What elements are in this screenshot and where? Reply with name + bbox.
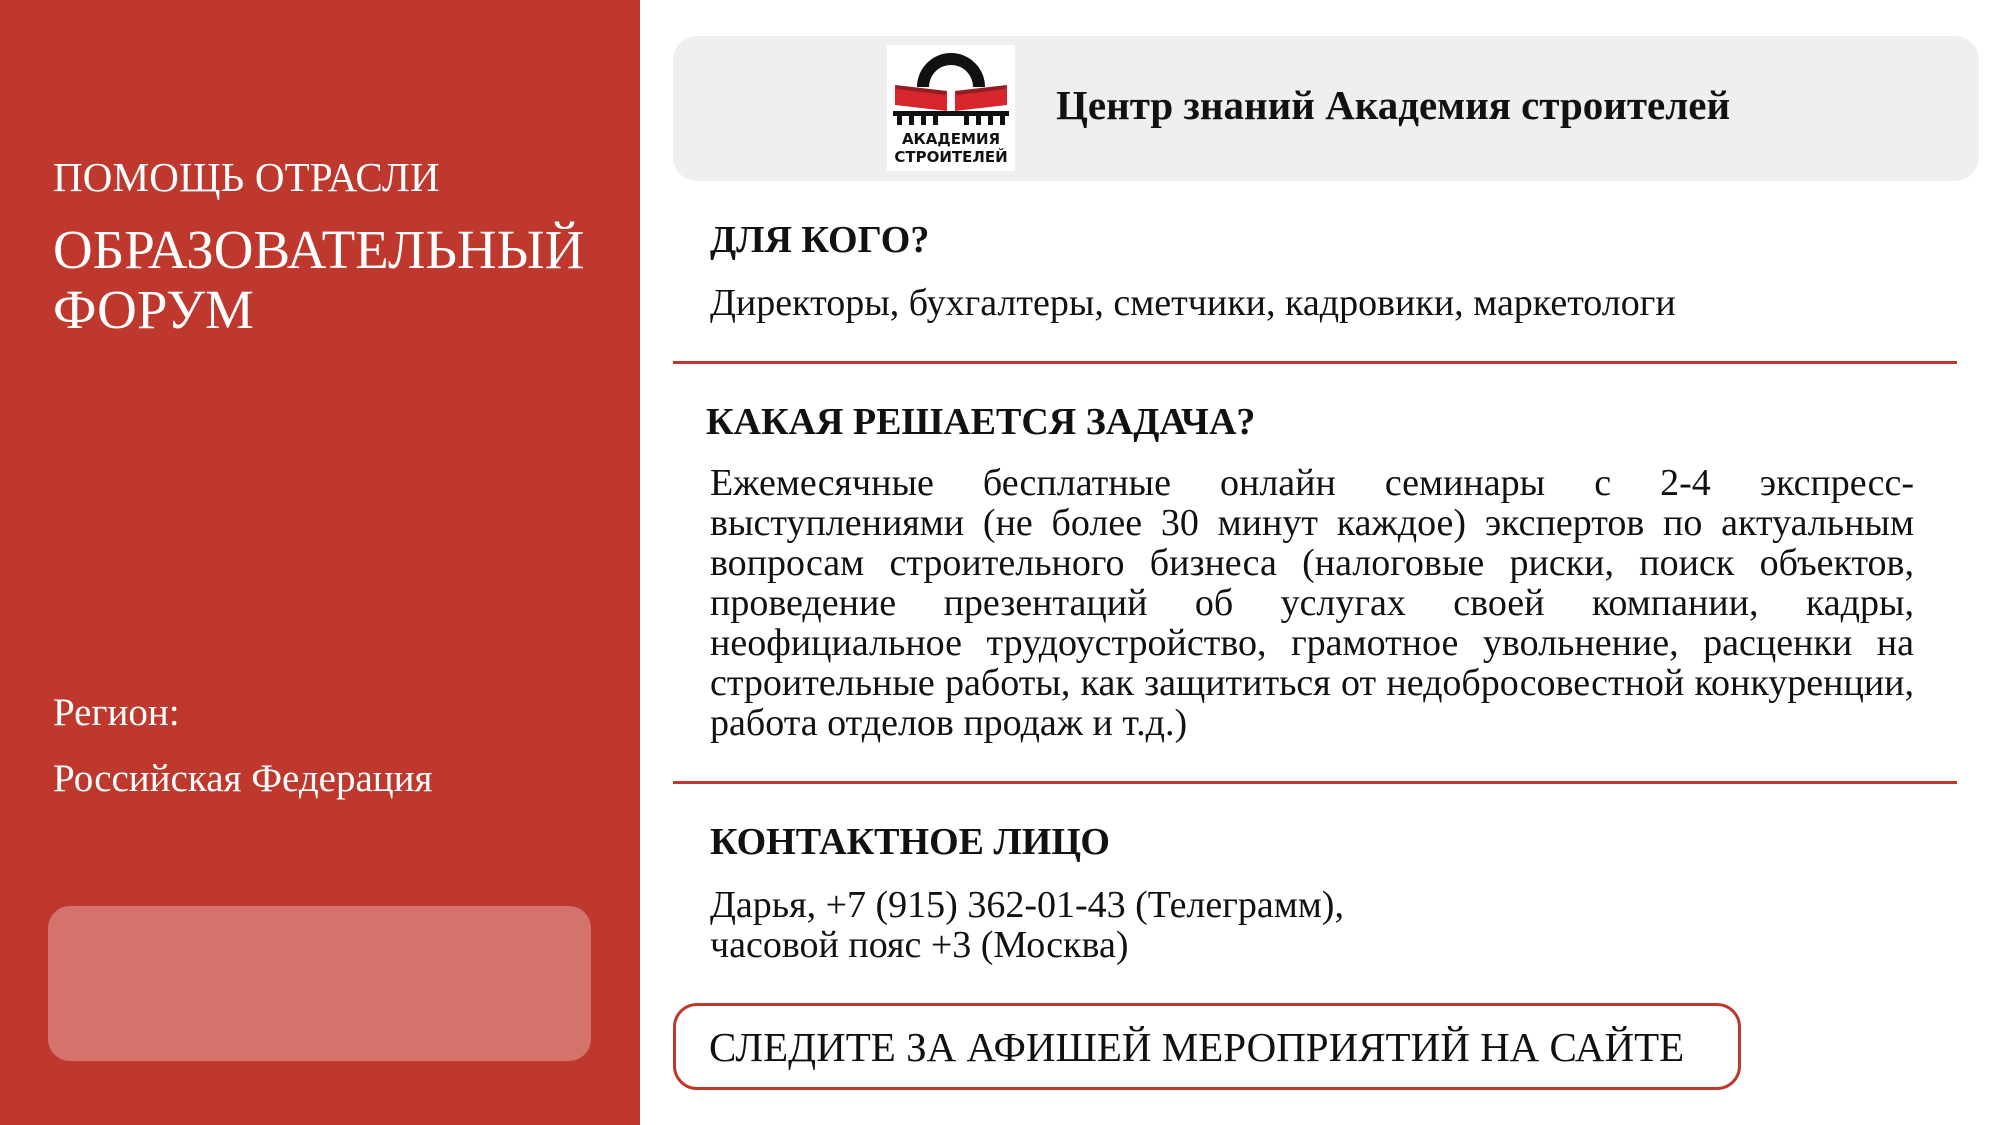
audience-text: Директоры, бухгалтеры, сметчики, кадровики, маркетологи xyxy=(710,282,1676,324)
logo-text-line1: АКАДЕМИЯ xyxy=(901,130,1001,148)
task-heading: КАКАЯ РЕШАЕТСЯ ЗАДАЧА? xyxy=(706,401,1256,443)
image-placeholder xyxy=(48,906,591,1061)
audience-heading: ДЛЯ КОГО? xyxy=(710,219,930,261)
region-label: Регион: xyxy=(53,691,180,734)
contact-heading: КОНТАКТНОЕ ЛИЦО xyxy=(710,821,1110,863)
cta-label: СЛЕДИТЕ ЗА АФИШЕЙ МЕРОПРИЯТИЙ НА САЙТЕ xyxy=(709,1023,1685,1070)
bridge-book-logo-icon xyxy=(887,45,1015,171)
region-value: Российская Федерация xyxy=(53,757,433,800)
events-cta-button[interactable] xyxy=(673,1003,1741,1090)
kicker-text: ПОМОЩЬ ОТРАСЛИ xyxy=(53,154,440,200)
contact-line-1: Дарья, +7 (915) 362-01-43 (Телеграмм), xyxy=(710,884,1344,926)
org-name: Центр знаний Академия строителей xyxy=(1056,82,1731,128)
header-card xyxy=(673,36,1979,181)
divider xyxy=(673,781,1957,784)
task-text: Ежемесячные бесплатные онлайн семинары с 2-4 экспресс-выступлениями (не более 30 минут каждое) экспертов по актуальным вопросам строительного бизнеса (налоговые риски, поиск объектов, проведение презентаций об услугах своей компании, кадры, неофициальное трудоустройство, грамотное увольнение, расценки на строительные работы, как защититься от недобросовестной конкуренции, работа отделов продаж и т.д.) xyxy=(710,462,1914,744)
logo-text-line2: СТРОИТЕЛЕЙ xyxy=(894,148,1008,166)
forum-title: ОБРАЗОВАТЕЛЬНЫЙ ФОРУМ xyxy=(53,219,585,340)
contact-line-2: часовой пояс +3 (Москва) xyxy=(710,924,1129,966)
divider xyxy=(673,361,1957,364)
left-panel xyxy=(0,0,640,1125)
